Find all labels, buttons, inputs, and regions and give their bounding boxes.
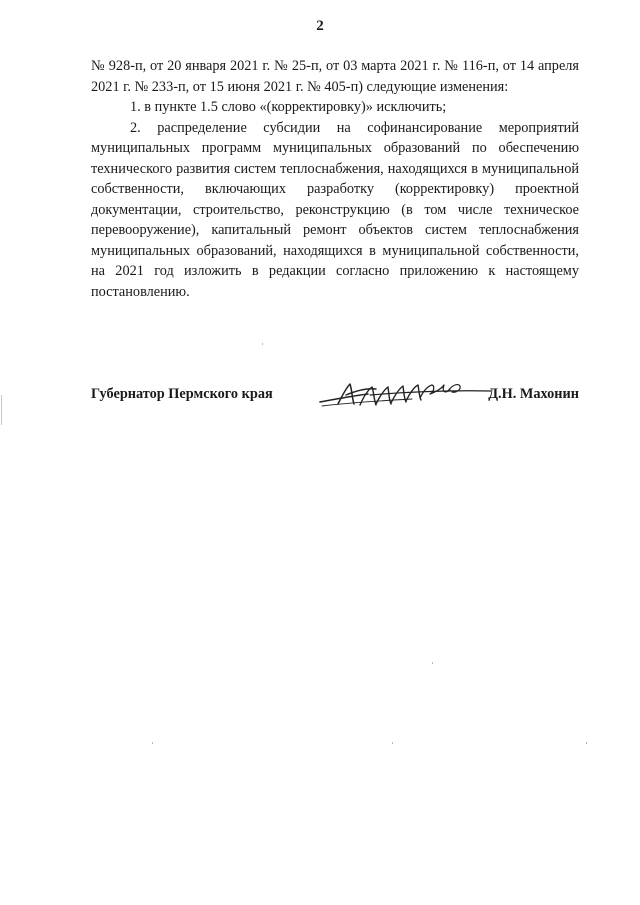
paragraph-item-1: 1. в пункте 1.5 слово «(корректировку)» исключить; bbox=[130, 99, 447, 115]
signature-block bbox=[91, 380, 579, 420]
signatory-role: Губернатор Пермского края bbox=[91, 386, 273, 402]
scan-speck bbox=[432, 662, 433, 664]
scan-edge-mark bbox=[1, 395, 2, 425]
scan-speck bbox=[586, 742, 587, 744]
scan-speck bbox=[262, 343, 263, 345]
handwritten-signature bbox=[316, 374, 491, 414]
signatory-name: Д.Н. Махонин bbox=[488, 386, 579, 402]
paragraph-continuation: № 928-п, от 20 января 2021 г. № 25-п, от 03 марта 2021 г. № 116-п, от 14 апреля 2021 г. № 233-п, от 15 июня 2021 г. № 405-п) следующие изменения: bbox=[91, 58, 579, 95]
scan-speck bbox=[392, 742, 393, 744]
scan-speck bbox=[152, 742, 153, 744]
page-number: 2 bbox=[316, 18, 324, 34]
paragraph-item-2: 2. распределение субсидии на софинансирование мероприятий муниципальных программ муниципальных образований по обеспечению технического развития систем теплоснабжения, находящихся в муниципальной собственности, включающих разработку (корректировку) проектной документации, строительство, реконструкцию (в том числе техническое перевооружение), капитальный ремонт объектов систем теплоснабжения муниципальных образований, находящихся в муниципальной собственности, на 2021 год изложить в редакции согласно приложению к настоящему постановлению. bbox=[91, 119, 579, 300]
document-body bbox=[91, 56, 579, 302]
